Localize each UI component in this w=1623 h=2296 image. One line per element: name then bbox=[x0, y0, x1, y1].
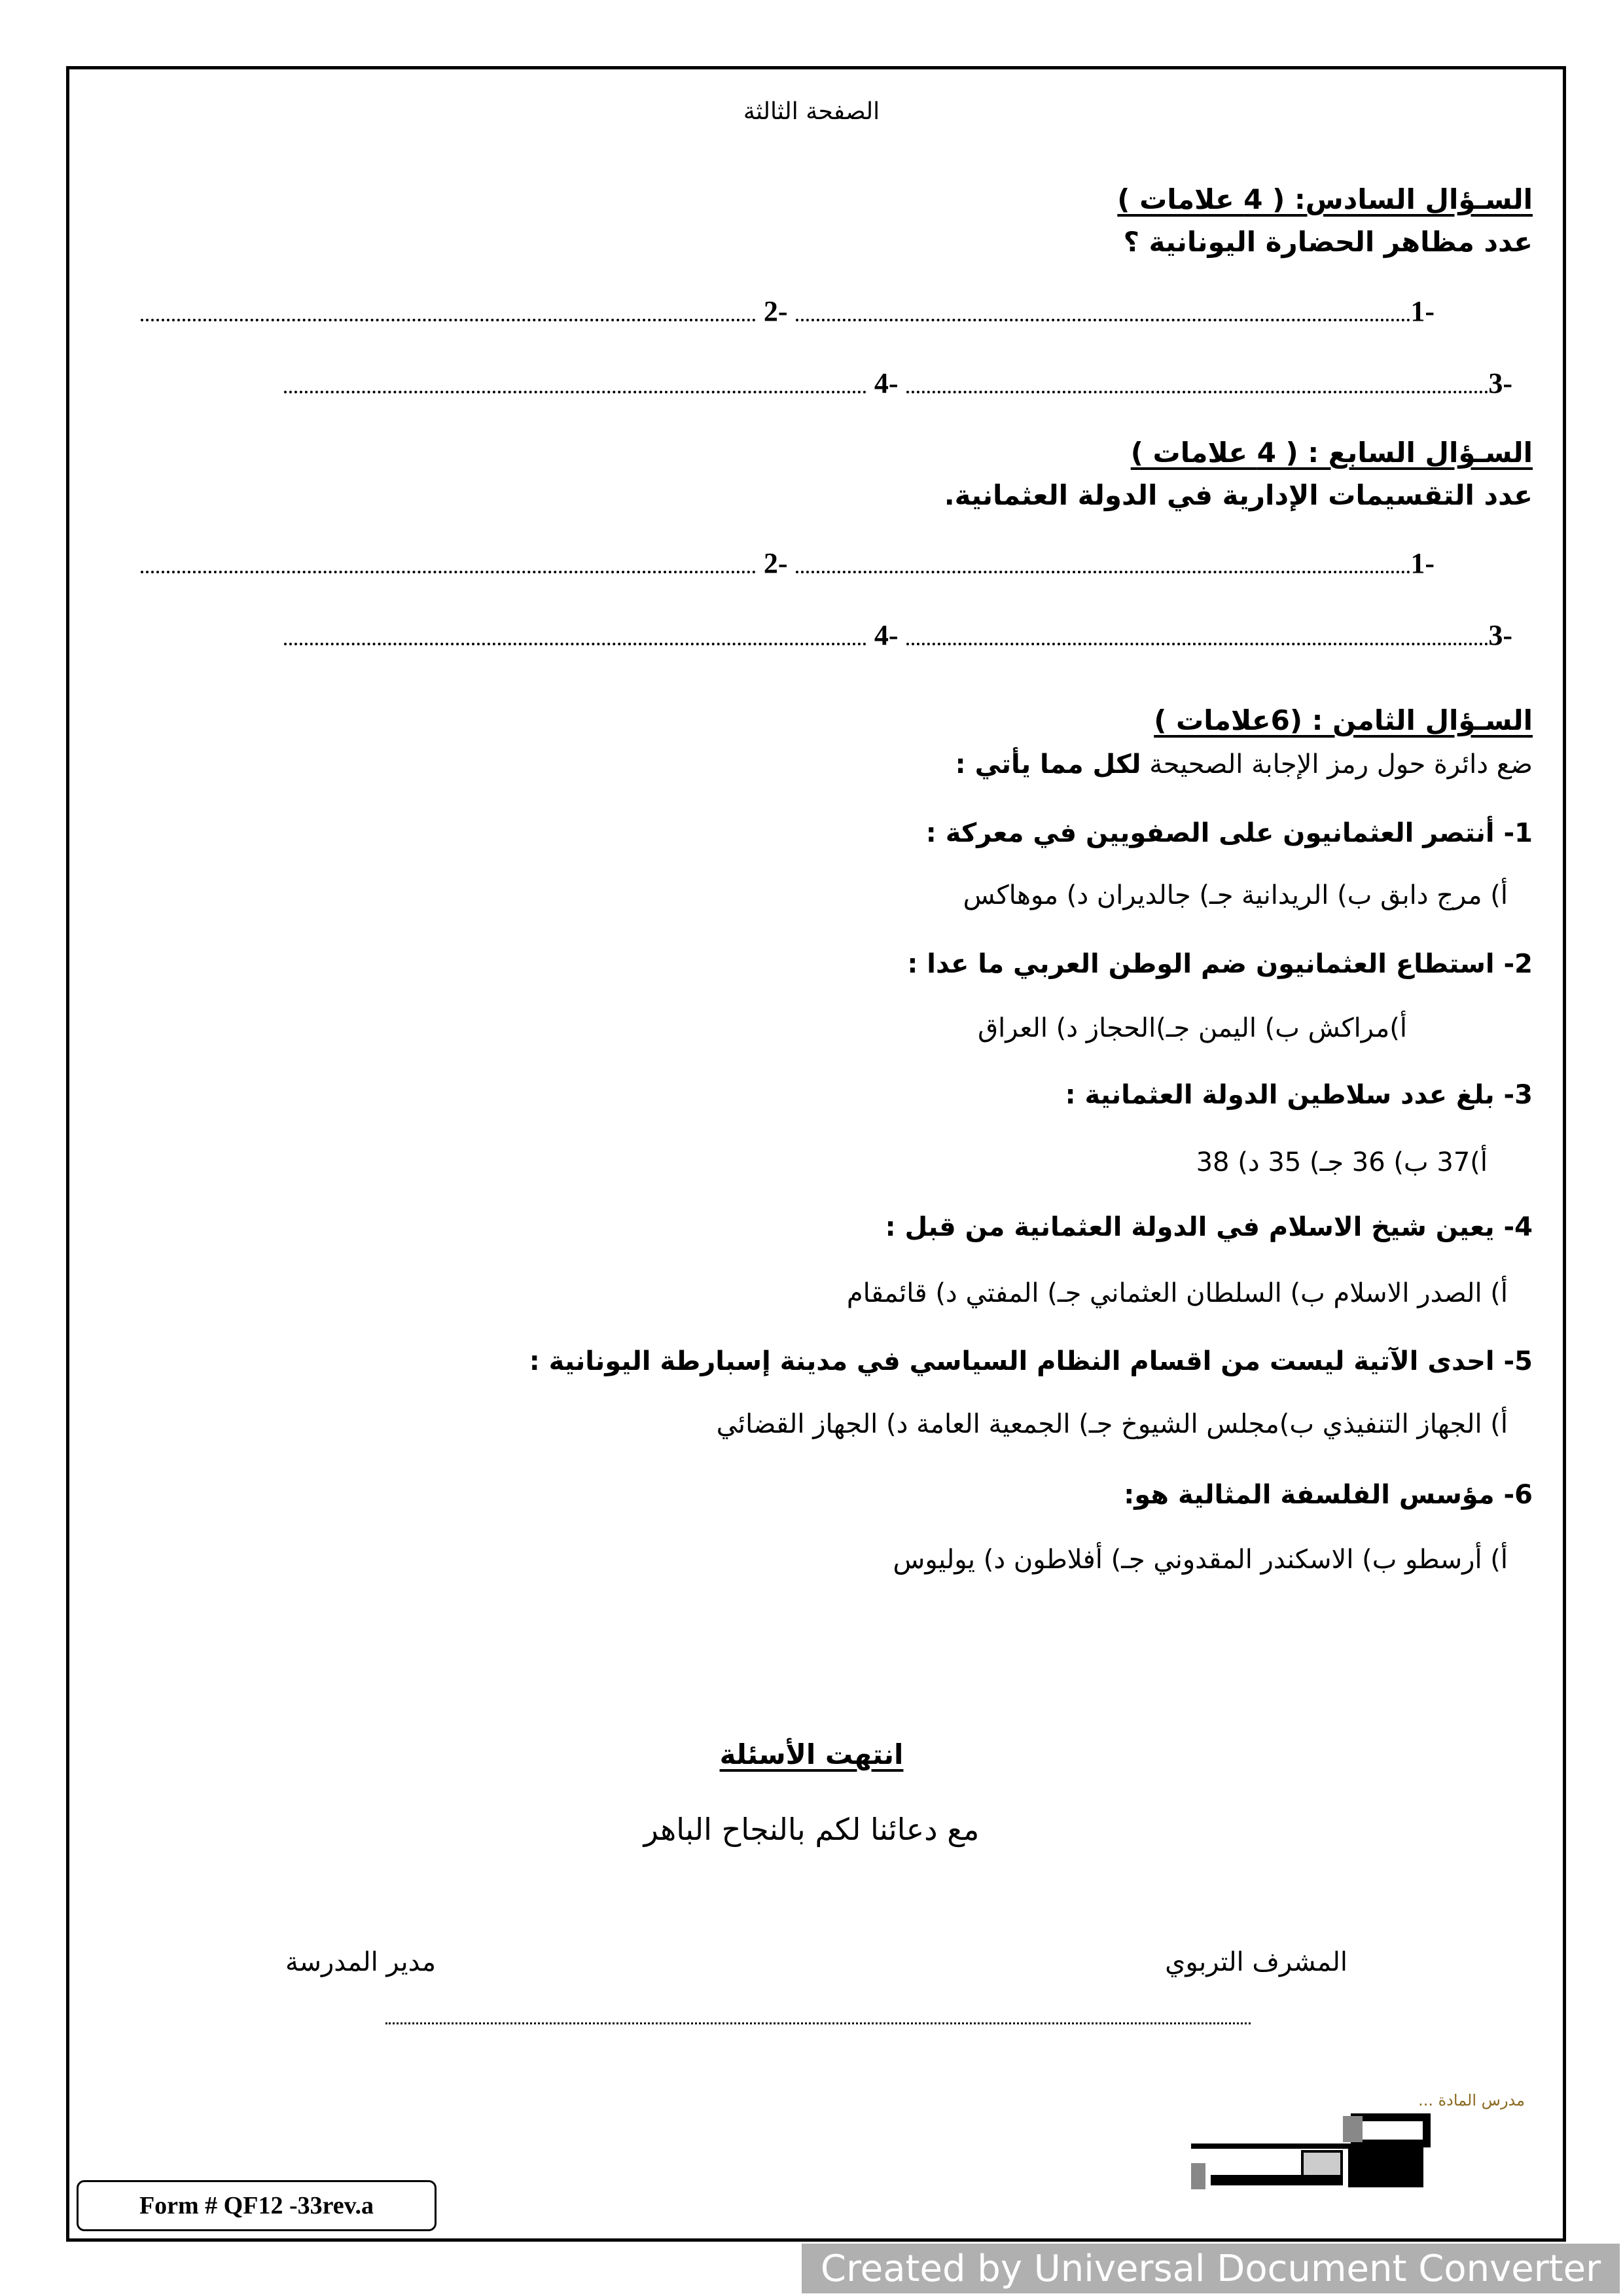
teacher-logo bbox=[1191, 2091, 1544, 2196]
answer-line-4[interactable] bbox=[284, 643, 866, 645]
q8-item-5-options[interactable]: أ) الجهاز التنفيذي ب)مجلس الشيوخ جـ) الجمعية العامة د) الجهاز القضائي bbox=[716, 1409, 1508, 1439]
answer-line-1[interactable] bbox=[796, 319, 1411, 321]
answer-line-3[interactable] bbox=[906, 391, 1489, 393]
page-header: الصفحة الثالثة bbox=[743, 98, 880, 125]
logo-caption: مدرس المادة ... bbox=[1418, 2091, 1525, 2109]
q8-item-6: 6- مؤسس الفلسفة المثالية هو: bbox=[1124, 1480, 1533, 1510]
answer-label: -4 bbox=[874, 367, 899, 399]
q8-item-6-options[interactable]: أ) أرسطو ب) الاسكندر المقدوني جـ) أفلاطون د) يوليوس bbox=[893, 1545, 1508, 1575]
answer-label: -2 bbox=[763, 547, 788, 579]
q8-item-1: 1- أنتصر العثمانيون على الصفويين في معركة : bbox=[925, 818, 1533, 848]
answer-line-4[interactable] bbox=[284, 391, 866, 393]
q8-item-5: 5- احدى الآتية ليست من اقسام النظام السياسي في مدينة إسبارطة اليونانية : bbox=[529, 1346, 1533, 1376]
instruction-bold-text: لكل مما يأتي : bbox=[955, 749, 1141, 780]
q7-prompt: عدد التقسيمات الإدارية في الدولة العثمانية. bbox=[944, 479, 1533, 511]
answer-label: -4 bbox=[874, 619, 899, 651]
answer-label: -2 bbox=[763, 295, 788, 327]
answer-line-1[interactable] bbox=[796, 571, 1411, 573]
end-of-questions: انتهت الأسئلة bbox=[719, 1738, 904, 1770]
q8-item-3: 3- بلغ عدد سلاطين الدولة العثمانية : bbox=[1065, 1080, 1533, 1110]
answer-label: -1 bbox=[1410, 547, 1435, 579]
q8-item-1-options[interactable]: أ) مرج دابق ب) الريدانية جـ) جالديران د) موهاكس bbox=[963, 880, 1508, 910]
form-number-box: Form # QF12 -33rev.a bbox=[77, 2180, 437, 2231]
q8-instruction bbox=[955, 749, 1533, 780]
answer-line-2[interactable] bbox=[141, 571, 756, 573]
q6-answer-row-2 bbox=[284, 367, 1512, 400]
q6-heading: السـؤال السادس: ( 4 علامات ) bbox=[1117, 183, 1533, 215]
q8-item-2: 2- استطاع العثمانيون ضم الوطن العربي ما عدا : bbox=[907, 949, 1533, 979]
instruction-text: ضع دائرة حول رمز الإجابة الصحيحة bbox=[1141, 749, 1533, 780]
q6-prompt: عدد مظاهر الحضارة اليونانية ؟ bbox=[1123, 226, 1533, 258]
answer-label: -3 bbox=[1488, 367, 1512, 399]
q7-heading: السـؤال السابع : ( 4 علامات ) bbox=[1130, 437, 1533, 469]
logo-calligraphy-icon bbox=[1191, 2091, 1544, 2196]
supervisor-signature-label: المشرف التربوي bbox=[1165, 1947, 1347, 1977]
answer-label: -1 bbox=[1410, 295, 1435, 327]
q7-answer-row-2 bbox=[284, 619, 1512, 652]
answer-line-2[interactable] bbox=[141, 319, 756, 321]
converter-watermark: Created by Universal Document Converter bbox=[802, 2244, 1620, 2293]
q8-item-4-options[interactable]: أ) الصدر الاسلام ب) السلطان العثماني جـ) المفتي د) قائمقام bbox=[846, 1278, 1508, 1308]
answer-line-3[interactable] bbox=[906, 643, 1489, 645]
q8-item-3-options[interactable]: أ)37 ب) 36 جـ) 35 د) 38 bbox=[1196, 1147, 1488, 1177]
q6-answer-row-1 bbox=[141, 295, 1435, 328]
principal-signature-label: مدير المدرسة bbox=[285, 1947, 437, 1977]
signature-dotted-line bbox=[385, 2022, 1251, 2024]
q8-item-4: 4- يعين شيخ الاسلام في الدولة العثمانية من قبل : bbox=[885, 1212, 1533, 1242]
answer-label: -3 bbox=[1488, 619, 1512, 651]
q7-answer-row-1 bbox=[141, 547, 1435, 580]
q8-heading: السـؤال الثامن : (6علامات ) bbox=[1154, 704, 1533, 736]
wish-text: مع دعائنا لكم بالنجاح الباهر bbox=[643, 1812, 980, 1847]
q8-item-2-options[interactable]: أ)مراكش ب) اليمن جـ)الحجاز د) العراق bbox=[978, 1013, 1407, 1043]
